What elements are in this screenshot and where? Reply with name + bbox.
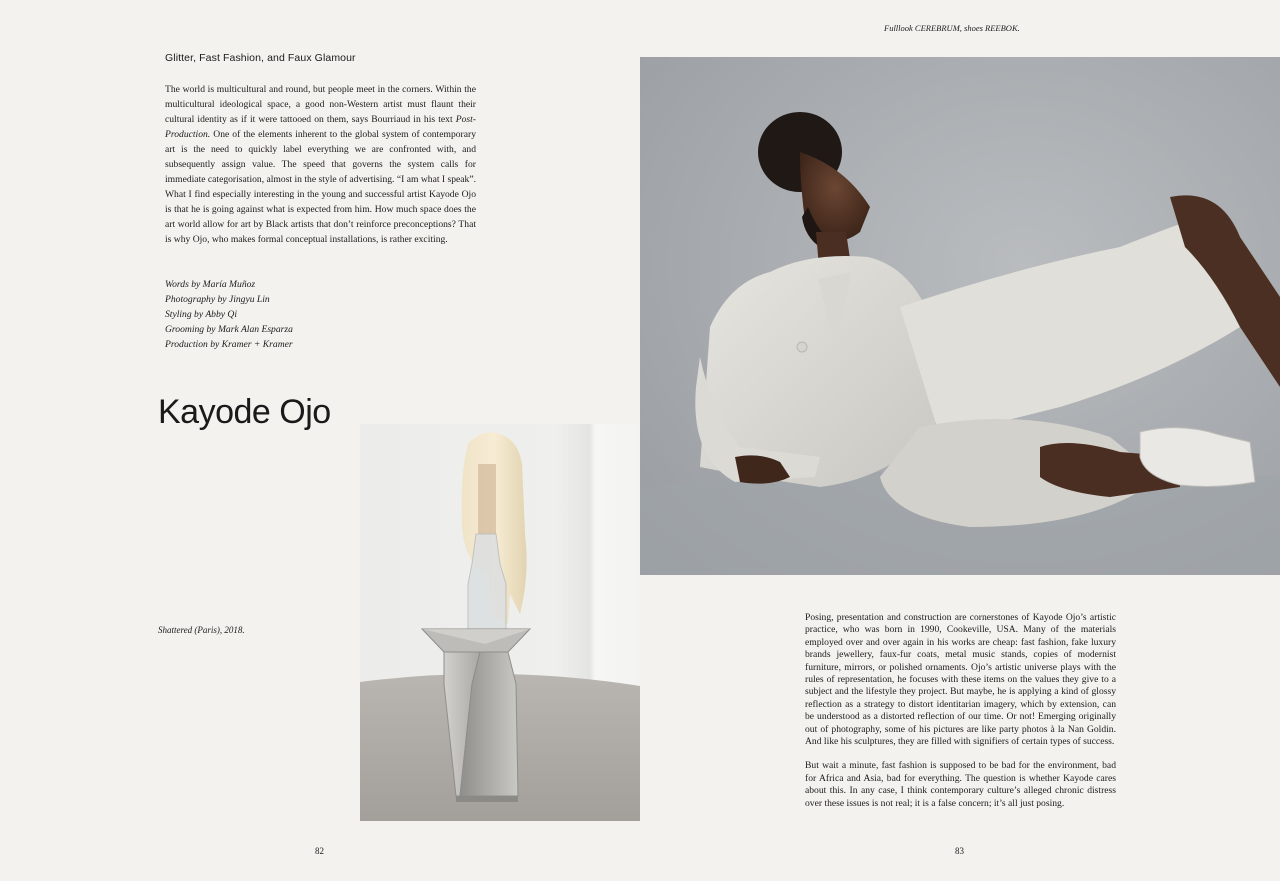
artist-name-title: Kayode Ojo	[158, 393, 331, 431]
intro-text-part1: The world is multicultural and round, but people meet in the corners. Within the multicultural ideological space, a good non-Western artist must flaunt their cultural identity as if it were tattooed on them, says Bourriaud in his text	[165, 84, 476, 125]
body-paragraph: Posing, presentation and construction are cornerstones of Kayode Ojo’s artistic practice, who was born in 1990, Cookeville, USA. Many of the materials employed over and over again in his works are cheap: fast fashion, fake luxury brands jewellery, faux-fur coats, metal music stands, copies of modernist furniture, mirrors, or polished ornaments. Ojo’s artistic universe plays with the rules of representation, he focuses with these items on the values they give to a subject and the lifestyle they project. But maybe, he is applying a kind of glossy reflection as a strategy to distort identitarian imagery, which by extension, can be understood as a distorted reflection of our time. Or not! Emerging originally out of photography, some of his pictures are like party photos à la Nan Goldin. And like his sculptures, they are filled with signifiers of certain types of success.	[805, 612, 1116, 748]
credits-block	[165, 277, 293, 352]
artwork-caption: Shattered (Paris), 2018.	[158, 625, 245, 635]
intro-paragraph	[165, 82, 476, 247]
credit-grooming: Grooming by Mark Alan Esparza	[165, 324, 293, 335]
portrait-illustration	[640, 57, 1280, 575]
section-kicker: Glitter, Fast Fashion, and Faux Glamour	[165, 52, 356, 64]
intro-text-part2: One of the elements inherent to the global system of contemporary art is the need to quickly label everything we are confronted with, and subsequently assign value. The speed that governs the system calls for immediate categorisation, almost in the style of advertising. “I am what I speak”. What I find especially interesting in the young and successful artist Kayode Ojo is that he is going against what is expected from him. How much space does the art world allow for art by Black artists that don’t reinforce preconceptions? That is why Ojo, who makes formal conceptual installations, is rather exciting.	[165, 129, 476, 245]
credit-styling: Styling by Abby Qi	[165, 309, 238, 320]
page-number-right: 83	[955, 846, 964, 856]
credit-photography: Photography by Jingyu Lin	[165, 294, 270, 305]
body-paragraph: But wait a minute, fast fashion is supposed to be bad for the environment, bad for Africa and Asia, bad for everything. The question is whether Kayode cares about this. In any case, I think contemporary culture’s alleged chronic distress over these issues is not real; it is a false concern; it’s all just posing.	[805, 760, 1116, 809]
intro-title-reference: Post-Production.	[165, 114, 476, 140]
body-text	[805, 612, 1116, 822]
page-number-left: 82	[315, 846, 324, 856]
portrait-photo	[640, 57, 1280, 575]
artwork-illustration	[360, 424, 640, 821]
artwork-photo	[360, 424, 640, 821]
portrait-caption: Fulllook CEREBRUM, shoes REEBOK.	[884, 23, 1020, 33]
credit-production: Production by Kramer + Kramer	[165, 339, 293, 350]
credit-words: Words by María Muñoz	[165, 279, 256, 290]
